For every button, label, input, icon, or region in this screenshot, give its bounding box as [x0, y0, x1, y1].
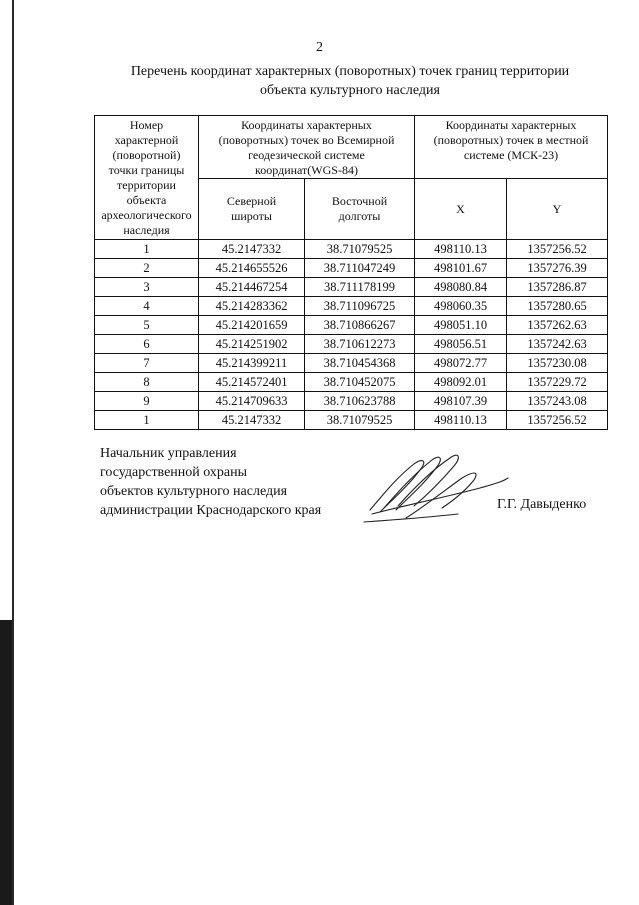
cell-lat: 45.214709633	[199, 392, 305, 411]
table-row	[95, 411, 608, 430]
cell-point: 3	[95, 278, 199, 297]
cell-lat: 45.214283362	[199, 297, 305, 316]
cell-y: 1357229.72	[507, 373, 608, 392]
cell-lon: 38.710454368	[305, 354, 415, 373]
cell-lon: 38.710452075	[305, 373, 415, 392]
cell-point: 2	[95, 259, 199, 278]
cell-x: 498080.84	[415, 278, 507, 297]
header-east-longitude: Восточной долготы	[305, 179, 415, 240]
table-row	[95, 392, 608, 411]
cell-x: 498101.67	[415, 259, 507, 278]
signoff-line: объектов культурного наследия	[100, 484, 288, 499]
cell-lat: 45.214655526	[199, 259, 305, 278]
header-msk23-group: Координаты характерных (поворотных) точек в местной системе (МСК-23)	[415, 116, 608, 179]
cell-x: 498107.39	[415, 392, 507, 411]
header-x: X	[415, 179, 507, 240]
cell-point: 1	[95, 411, 199, 430]
cell-lat: 45.214201659	[199, 316, 305, 335]
table-row	[95, 297, 608, 316]
cell-point: 4	[95, 297, 199, 316]
cell-y: 1357286.87	[507, 278, 608, 297]
cell-x: 498092.01	[415, 373, 507, 392]
title-line: Перечень координат характерных (поворотных) точек границ территории	[130, 64, 570, 79]
cell-point: 7	[95, 354, 199, 373]
signoff-line: государственной охраны	[100, 465, 248, 480]
page-edge-shadow	[0, 620, 12, 905]
cell-y: 1357242.63	[507, 335, 608, 354]
header-north-latitude: Северной широты	[199, 179, 305, 240]
cell-lat: 45.214572401	[199, 373, 305, 392]
table-row	[95, 316, 608, 335]
cell-point: 5	[95, 316, 199, 335]
page-edge	[12, 0, 14, 905]
signoff-line: Начальник управления	[100, 446, 237, 461]
table-row	[95, 278, 608, 297]
table-row	[95, 354, 608, 373]
cell-x: 498072.77	[415, 354, 507, 373]
signoff-line: администрации Краснодарского края	[100, 503, 322, 518]
document-title	[90, 62, 610, 100]
cell-x: 498110.13	[415, 240, 507, 259]
table-row	[95, 259, 608, 278]
cell-lat: 45.214467254	[199, 278, 305, 297]
header-point-number: Номер характерной (поворотной) точки границы территории объекта археологического наследия	[95, 116, 199, 240]
table-row	[95, 240, 608, 259]
cell-x: 498051.10	[415, 316, 507, 335]
signer-name: Г.Г. Давыденко	[497, 497, 587, 512]
cell-lat: 45.2147332	[199, 240, 305, 259]
cell-point: 1	[95, 240, 199, 259]
cell-lat: 45.214251902	[199, 335, 305, 354]
cell-lon: 38.710866267	[305, 316, 415, 335]
cell-lon: 38.71079525	[305, 240, 415, 259]
cell-lon: 38.71079525	[305, 411, 415, 430]
cell-lon: 38.710612273	[305, 335, 415, 354]
cell-y: 1357280.65	[507, 297, 608, 316]
page-number: 2	[316, 40, 323, 55]
cell-point: 9	[95, 392, 199, 411]
cell-y: 1357256.52	[507, 411, 608, 430]
cell-lat: 45.214399211	[199, 354, 305, 373]
cell-y: 1357243.08	[507, 392, 608, 411]
signoff-block	[100, 444, 321, 520]
cell-x: 498110.13	[415, 411, 507, 430]
cell-y: 1357256.52	[507, 240, 608, 259]
header-y: Y	[507, 179, 608, 240]
cell-point: 6	[95, 335, 199, 354]
cell-lat: 45.2147332	[199, 411, 305, 430]
handwritten-signature	[362, 448, 512, 526]
cell-y: 1357276.39	[507, 259, 608, 278]
cell-y: 1357262.63	[507, 316, 608, 335]
cell-lon: 38.711096725	[305, 297, 415, 316]
cell-x: 498060.35	[415, 297, 507, 316]
cell-y: 1357230.08	[507, 354, 608, 373]
cell-lon: 38.710623788	[305, 392, 415, 411]
cell-point: 8	[95, 373, 199, 392]
cell-lon: 38.711047249	[305, 259, 415, 278]
coordinates-table	[94, 115, 608, 430]
table-row	[95, 335, 608, 354]
table-row	[95, 373, 608, 392]
title-line: объекта культурного наследия	[260, 83, 440, 98]
cell-lon: 38.711178199	[305, 278, 415, 297]
header-wgs84-group: Координаты характерных (поворотных) точек во Всемирной геодезической системе координат(WGS-84)	[199, 116, 415, 179]
cell-x: 498056.51	[415, 335, 507, 354]
